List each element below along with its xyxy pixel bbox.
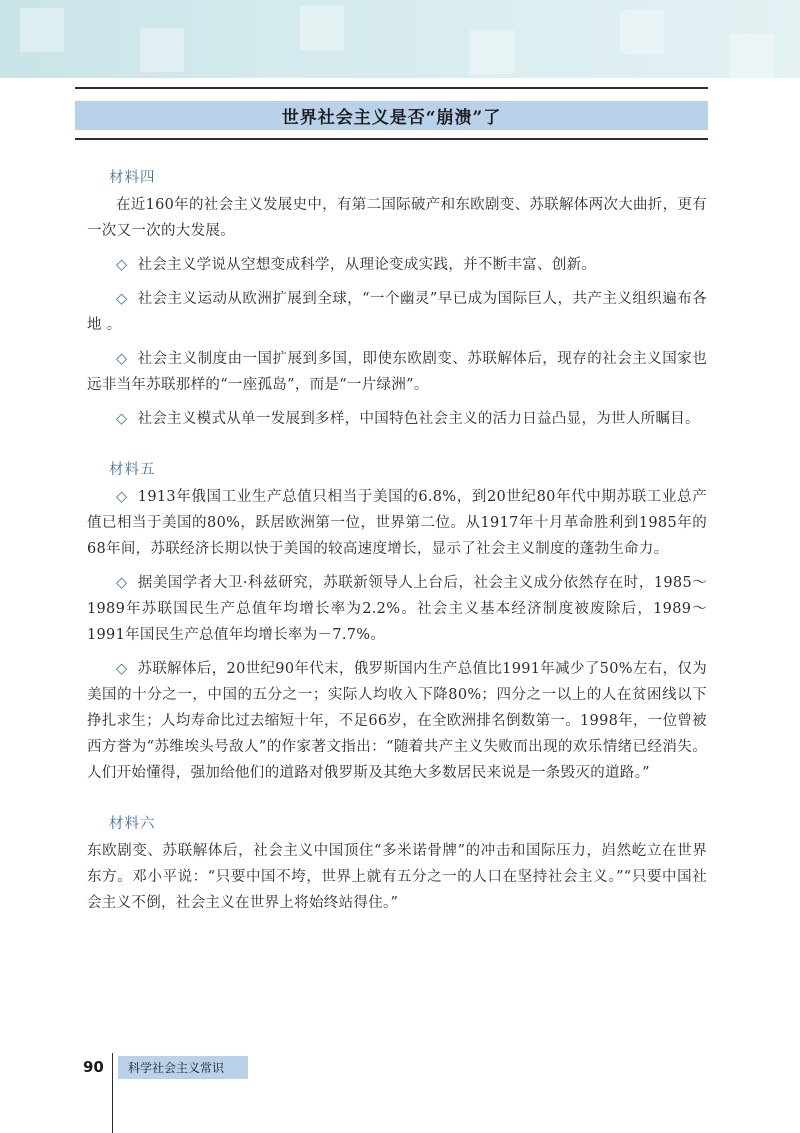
list-item: ◇ 社会主义学说从空想变成科学，从理论变成实践，并不断丰富、创新。 [116,257,597,273]
diamond-bullet-icon: ◇ [116,411,128,427]
list-item: ◇ 1913年俄国工业生产总值只相当于美国的6.8%，到20世纪80年代中期苏联工业总产值已相当于美国的80%，跃居欧洲第一位，世界第二位。从1917年十月革命胜利到1985年的68年间，苏联经济长期以快于美国的较高速度增长，显示了社会主义制度的蓬勃生命力。 [87,489,707,557]
section-label: 材料四 [109,170,156,186]
section-material-6 [87,812,707,916]
header-rule-top [75,87,708,89]
header-rule-bottom [75,138,708,140]
book-title: 科学社会主义常识 [118,1056,248,1079]
list-item: ◇ 苏联解体后，20世纪90年代末，俄罗斯国内生产总值比1991年减少了50%左右，仅为美国的十分之一，中国的五分之一；实际人均收入下降80%；四分之一以上的人在贫困线以下挣扎求生；人均寿命比过去缩短十年，不足66岁，在全欧洲排名倒数第一。1998年，一位曾被西方誉为“苏维埃头号敌人”的作家著文指出：“随着共产主义失败而出现的欢乐情绪已经消失。人们开始懂得，强加给他们的道路对俄罗斯及其绝大多数居民来说是一条毁灭的道路。” [87,661,707,781]
page-title: 世界社会主义是否“崩溃”了 [75,101,708,130]
list-item: ◇ 社会主义模式从单一发展到多样，中国特色社会主义的活力日益凸显，为世人所瞩目。 [116,411,700,427]
list-item: ◇ 社会主义运动从欧洲扩展到全球，“一个幽灵”早已成为国际巨人，共产主义组织遍布各地 。 [87,291,707,333]
page-number: 90 [83,1058,104,1076]
article-body [87,166,707,942]
section-intro: 在近160年的社会主义发展史中，有第二国际破产和东欧剧变、苏联解体两次大曲折，更有一次又一次的大发展。 [87,197,707,239]
list-item: ◇ 社会主义制度由一国扩展到多国，即使东欧剧变、苏联解体后，现存的社会主义国家也远非当年苏联那样的“一座孤岛”，而是“一片绿洲”。 [87,351,707,393]
diamond-bullet-icon: ◇ [116,351,128,367]
list-item: ◇ 据美国学者大卫·科兹研究，苏联新领导人上台后，社会主义成分依然存在时，1985～1989年苏联国民生产总值年均增长率为2.2%。社会主义基本经济制度被废除后，1989～1991年国民生产总值年均增长率为－7.7%。 [87,575,707,643]
section-material-4 [87,166,707,432]
diamond-bullet-icon: ◇ [116,291,128,307]
diamond-bullet-icon: ◇ [116,661,128,677]
diamond-bullet-icon: ◇ [116,575,128,591]
diamond-bullet-icon: ◇ [116,257,128,273]
top-decorative-band [0,0,800,78]
section-material-5 [87,458,707,786]
section-label: 材料六 [109,816,156,832]
section-label: 材料五 [109,462,156,478]
section-intro: 东欧剧变、苏联解体后，社会主义中国顶住“多米诺骨牌”的冲击和国际压力，岿然屹立在世界东方。邓小平说：“只要中国不垮，世界上就有五分之一的人口在坚持社会主义。”“只要中国社会主义不倒，社会主义在世界上将始终站得住。” [87,843,707,911]
diamond-bullet-icon: ◇ [116,489,128,505]
footer-divider [112,1053,113,1133]
